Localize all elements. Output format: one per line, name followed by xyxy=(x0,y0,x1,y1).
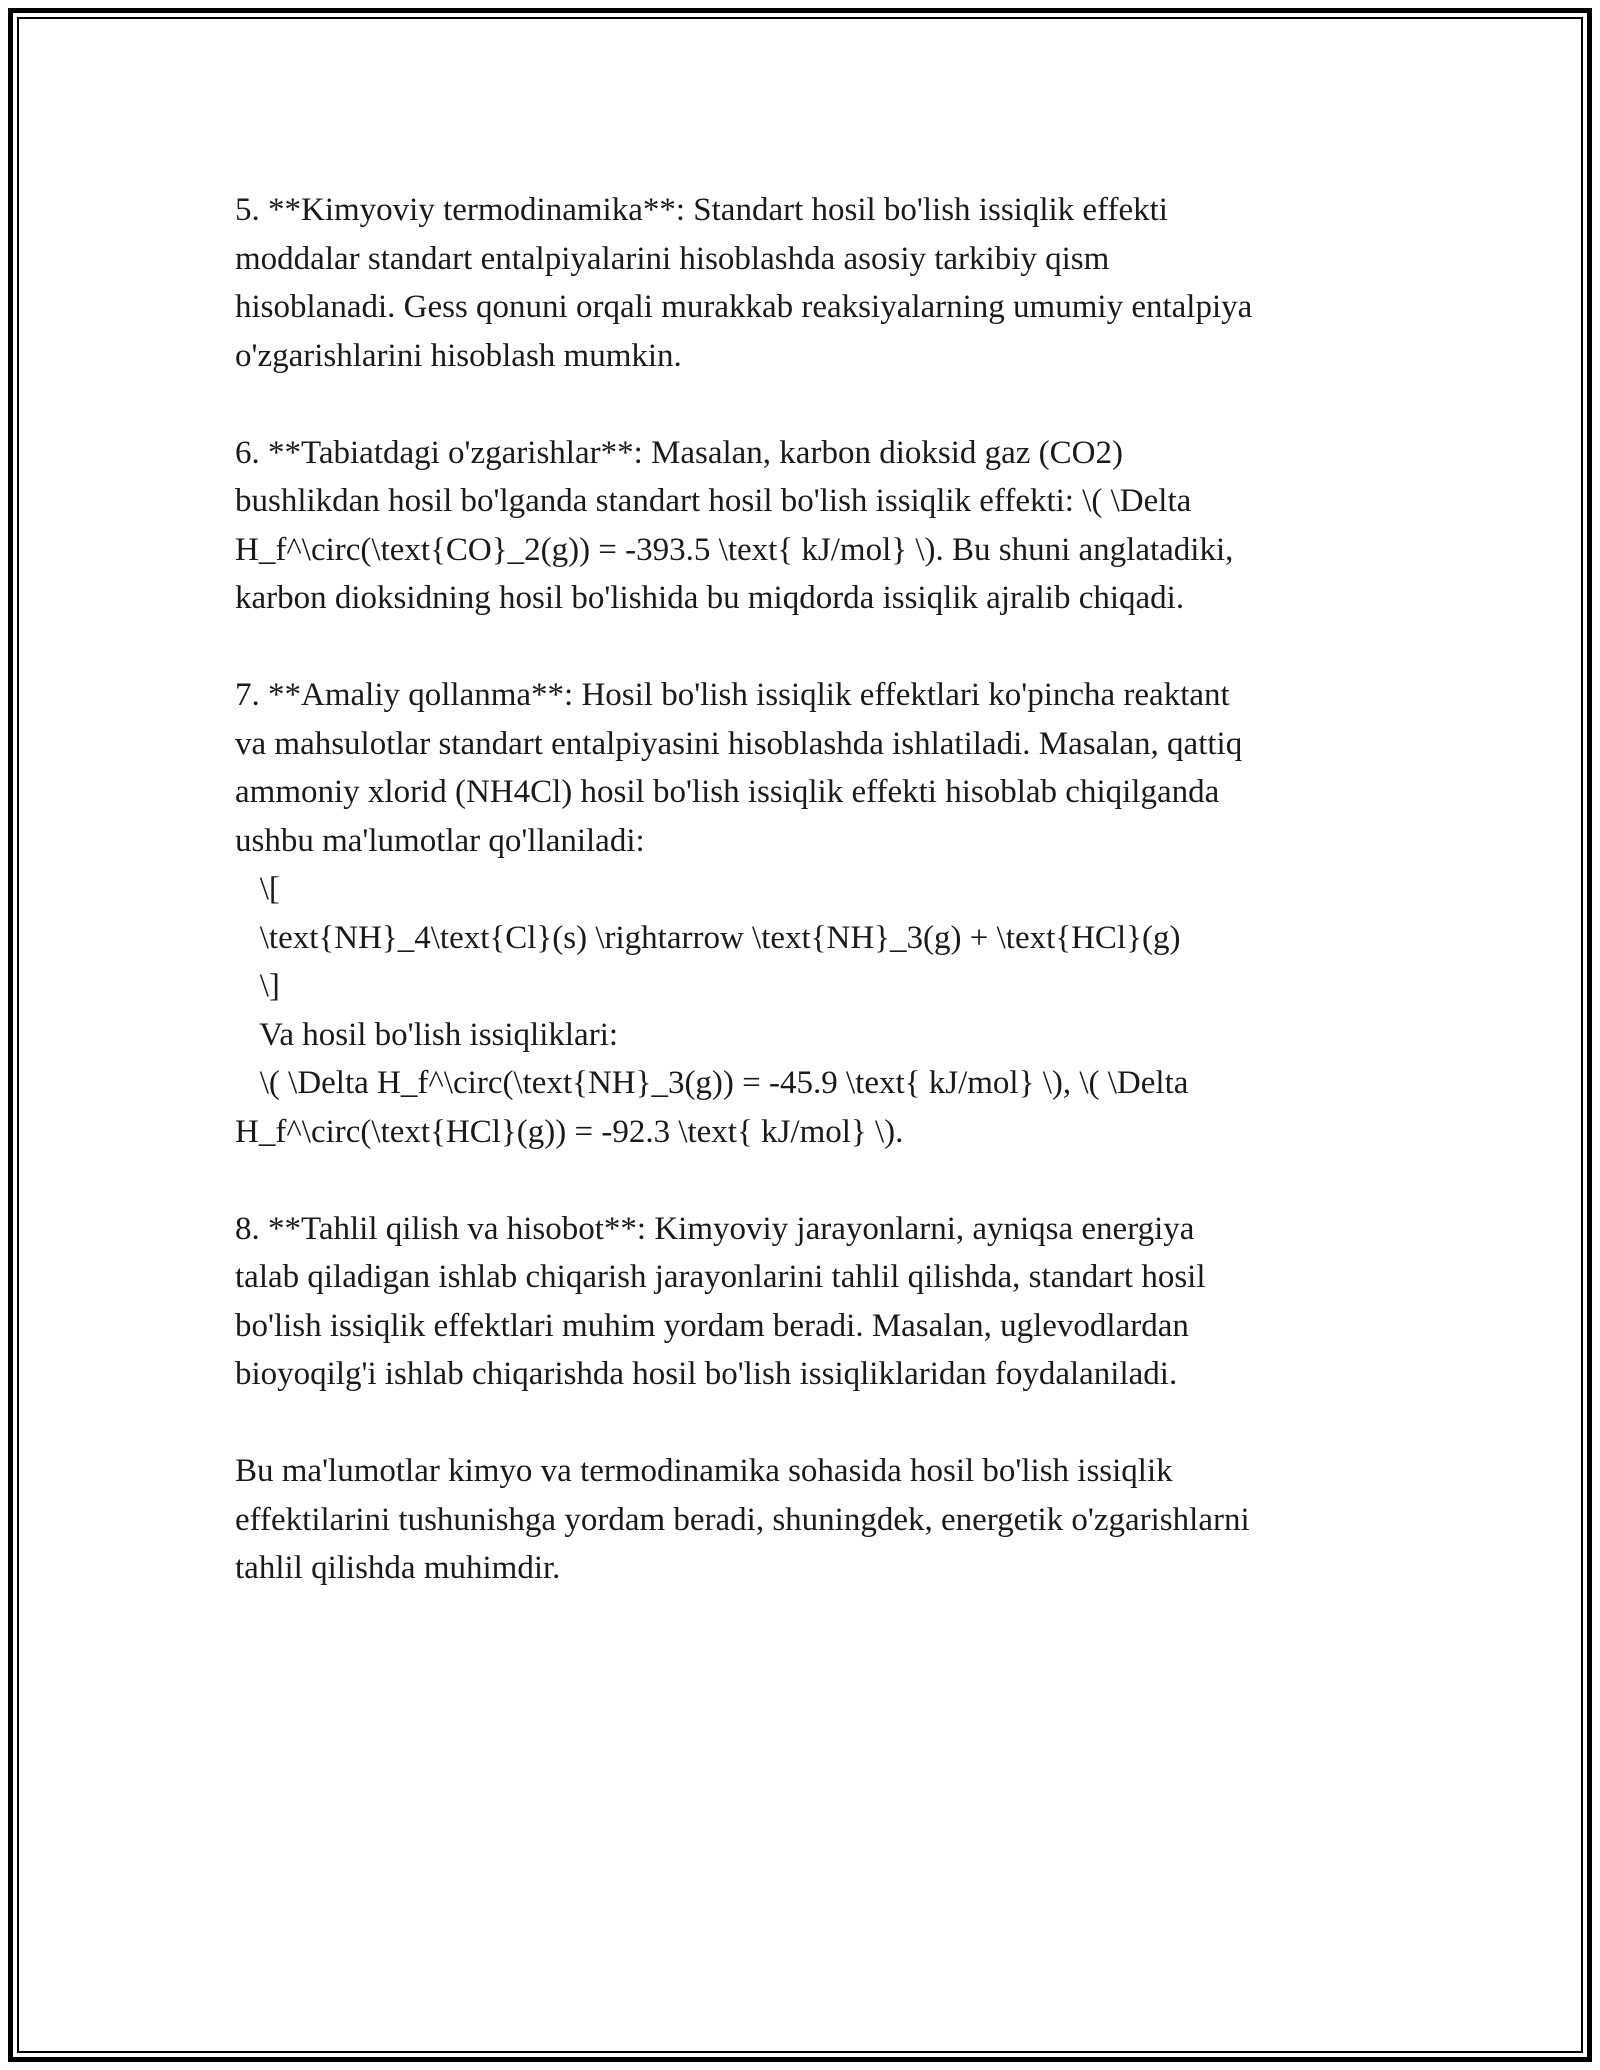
text-line: ushbu ma'lumotlar qo'llaniladi: xyxy=(235,822,645,859)
text-line: bioyoqilg'i ishlab chiqarishda hosil bo'lish issiqliklaridan foydalaniladi. xyxy=(235,1356,1178,1392)
text-line: moddalar standart entalpiyalarini hisoblashda asosiy tarkibiy qism xyxy=(235,240,1110,277)
text-line: talab qiladigan ishlab chiqarish jarayonlarini tahlil qilishda, standart hosil xyxy=(235,1259,1206,1295)
text-line: karbon dioksidning hosil bo'lishida bu miqdorda issiqlik ajralib chiqadi. xyxy=(235,580,1185,616)
paragraph-5 xyxy=(235,186,1395,380)
text-line: Va hosil bo'lish issiqliklari: xyxy=(235,1016,619,1053)
text-line: 5. **Kimyoviy termodinamika**: Standart hosil bo'lish issiqlik effekti xyxy=(235,192,1168,228)
math-line: \text{NH}_4\text{Cl}(s) \rightarrow \text{NH}_3(g) + \text{HCl}(g) xyxy=(235,919,1181,956)
text-line: o'zgarishlarini hisoblash mumkin. xyxy=(235,337,682,374)
text-line: 7. **Amaliy qollanma**: Hosil bo'lish issiqlik effektlari ko'pincha reaktant xyxy=(235,677,1230,713)
text-line: bo'lish issiqlik effektlari muhim yordam beradi. Masalan, uglevodlardan xyxy=(235,1307,1189,1344)
text-line: H_f^\circ(\text{CO}_2(g)) = -393.5 \text{ kJ/mol} \). Bu shuni anglatadiki, xyxy=(235,531,1234,568)
text-line: ammoniy xlorid (NH4Cl) hosil bo'lish issiqlik effekti hisoblab chiqilganda xyxy=(235,774,1220,810)
paragraph-8 xyxy=(235,1205,1395,1399)
text-line: Bu ma'lumotlar kimyo va termodinamika sohasida hosil bo'lish issiqlik xyxy=(235,1453,1173,1489)
text-line: va mahsulotlar standart entalpiyasini hisoblashda ishlatiladi. Masalan, qattiq xyxy=(235,725,1243,762)
math-line: \[ xyxy=(235,871,280,907)
document-body xyxy=(235,186,1395,1641)
text-line: tahlil qilishda muhimdir. xyxy=(235,1550,561,1586)
paragraph-conclusion xyxy=(235,1447,1395,1593)
text-line: bushlikdan hosil bo'lganda standart hosil bo'lish issiqlik effekti: \( \Delta xyxy=(235,483,1192,519)
paragraph-6 xyxy=(235,429,1395,623)
math-line: \] xyxy=(235,968,280,1004)
math-line: \( \Delta H_f^\circ(\text{NH}_3(g)) = -45.9 \text{ kJ/mol} \), \( \Delta xyxy=(235,1065,1189,1101)
text-line: hisoblanadi. Gess qonuni orqali murakkab reaksiyalarning umumiy entalpiya xyxy=(235,289,1253,325)
text-line: 6. **Tabiatdagi o'zgarishlar**: Masalan, karbon dioksid gaz (CO2) xyxy=(235,434,1123,471)
text-line: effektilarini tushunishga yordam beradi, shuningdek, energetik o'zgarishlarni xyxy=(235,1501,1250,1538)
text-line: 8. **Tahlil qilish va hisobot**: Kimyoviy jarayonlarni, ayniqsa energiya xyxy=(235,1210,1195,1247)
math-line: H_f^\circ(\text{HCl}(g)) = -92.3 \text{ kJ/mol} \). xyxy=(235,1113,904,1150)
paragraph-7 xyxy=(235,671,1395,1156)
